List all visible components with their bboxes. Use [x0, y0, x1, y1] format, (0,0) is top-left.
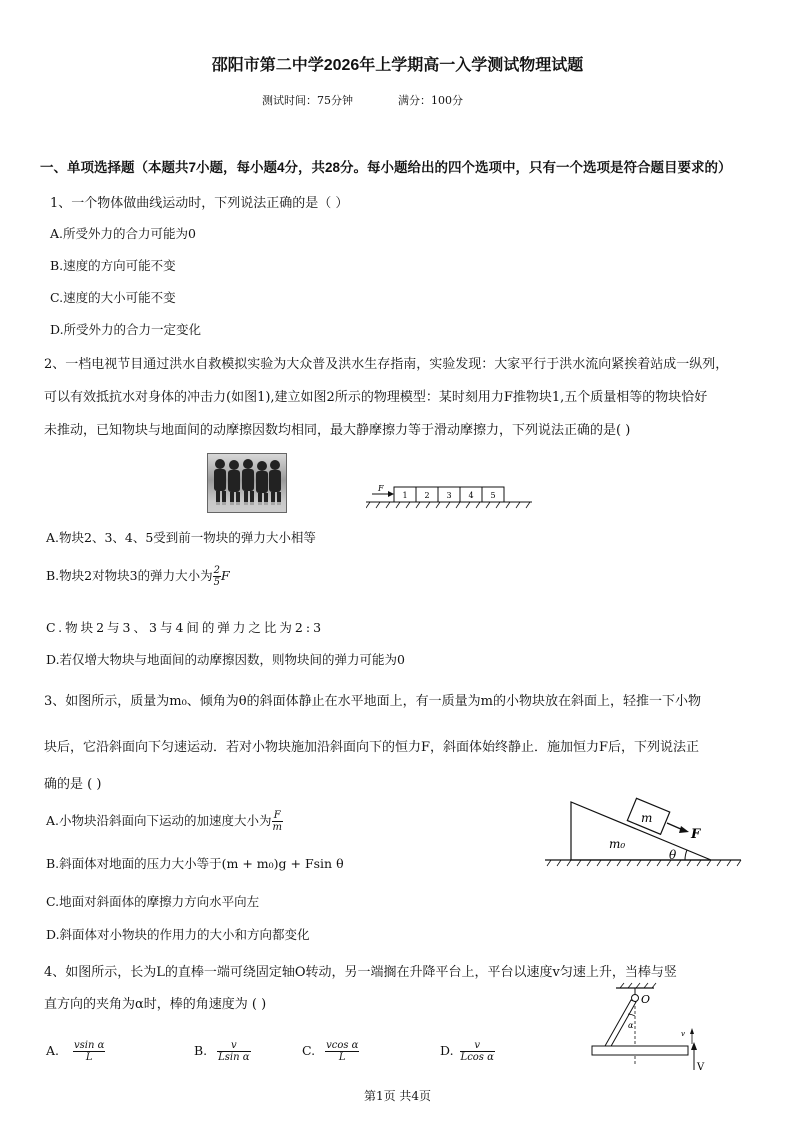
page-footer: 第1页 共4页: [363, 1089, 432, 1103]
wedge-mass-label: m₀: [609, 837, 626, 851]
q4-option-a-fraction: $\frac{\text{vsin α}}{L}$: [74, 1040, 105, 1063]
q3-stem-line2: 块后，它沿斜面向下匀速运动．若对小物块施加沿斜面向下的恒力F，斜面体始终静止．施加恒力F后，下列说法正: [44, 740, 700, 755]
q1-option-d: D.所受外力的合力一定变化: [50, 322, 202, 337]
pivot-label: O: [641, 993, 651, 1006]
q4-stem-line2: 直方向的夹角为α时，棒的角速度为 ( ): [44, 997, 267, 1012]
q2-stem-line3: 未推动，已知物块与地面间的动摩擦因数均相同，最大静摩擦力等于滑动摩擦力，下列说法正确的是( ): [44, 423, 631, 438]
q4-option-b-fraction: $\frac{v}{\text{Lsin α}}$: [218, 1040, 250, 1063]
q4-option-d-fraction: $\frac{v}{\text{Lcos α}}$: [460, 1040, 494, 1063]
force-label: F: [378, 484, 384, 493]
q2-option-b: [46, 565, 230, 588]
q3-option-c: C.地面对斜面体的摩擦力方向水平向左: [46, 894, 260, 909]
block-label-2: 2: [424, 491, 430, 500]
q4-stem-line1: 4、如图所示，长为L的直棒一端可绕固定轴O转动，另一端搁在升降平台上，平台以速度v匀速上升，当棒与竖: [44, 965, 677, 980]
exam-score: 满分：100分: [398, 94, 463, 107]
q3-stem-line1: 3、如图所示，质量为m₀、倾角为θ的斜面体静止在水平地面上，有一质量为m的小物块放在斜面上，轻推一下小物: [44, 694, 701, 709]
block-label-5: 5: [490, 491, 496, 500]
block-label-3: 3: [446, 491, 452, 500]
q4-option-c: C. $\frac{\text{vcos α}}{L}$: [302, 1040, 359, 1063]
q1-option-b: B.速度的方向可能不变: [50, 258, 176, 273]
page-title: 邵阳市第二中学2026年上学期高一入学测试物理试题: [211, 57, 584, 74]
q4-option-a: A. $\frac{\text{vsin α}}{L}$: [46, 1040, 105, 1063]
angle-label-alpha: α: [628, 1021, 634, 1030]
q2-option-b-fraction: $\frac{2}{5}$: [213, 565, 220, 588]
q3-option-a-text: A.小物块沿斜面向下运动的加速度大小为: [46, 813, 272, 828]
velocity-label-small: v: [681, 1030, 685, 1038]
q2-option-a: A.物块2、3、4、5受到前一物块的弹力大小相等: [46, 530, 316, 545]
q2-option-d: D.若仅增大物块与地面间的动摩擦因数，则物块间的弹力可能为0: [46, 652, 406, 667]
block-label-1: 1: [402, 491, 408, 500]
q3-option-b: B.斜面体对地面的压力大小等于(m + m₀)g + Fsin θ: [46, 856, 344, 871]
force-label-f: F: [691, 827, 701, 842]
blocks-diagram: [366, 482, 536, 512]
section-heading: 一、单项选择题（本题共7小题，每小题4分，共28分。每小题给出的四个选项中，只有一个选项是符合题目要求的）: [40, 160, 732, 175]
block-label-4: 4: [468, 491, 474, 500]
flood-photo: [207, 453, 287, 513]
block-mass-label: m: [641, 811, 653, 825]
rod-diagram: [578, 982, 713, 1074]
q2-stem-line1: 2、一档电视节目通过洪水自救模拟实验为大众普及洪水生存指南，实验发现：大家平行于洪水流向紧挨着站成一纵列，: [44, 357, 729, 372]
angle-label-theta: θ: [669, 848, 677, 862]
q2-option-b-text: B.物块2对物块3的弹力大小为: [46, 568, 213, 583]
q3-option-a: [46, 810, 283, 833]
q4-option-c-fraction: $\frac{\text{vcos α}}{L}$: [326, 1040, 359, 1063]
q4-option-b: B. $\frac{v}{\text{Lsin α}}$: [194, 1040, 250, 1063]
q2-option-c: C.物块2与3、3与4间的弹力之比为2:3: [46, 620, 325, 635]
exam-time: 测试时间：75分钟: [262, 94, 353, 107]
q1-option-c: C.速度的大小可能不变: [50, 290, 176, 305]
platform: [592, 1046, 688, 1055]
q2-stem-line2: 可以有效抵抗水对身体的冲击力(如图1),建立如图2所示的物理模型：某时刻用力F推物块1,五个质量相等的物块恰好: [44, 390, 708, 405]
q3-option-a-fraction: $\frac{F}{m}$: [272, 810, 282, 833]
q3-option-d: D.斜面体对小物块的作用力的大小和方向都变化: [46, 927, 310, 942]
q4-option-d: D. $\frac{v}{\text{Lcos α}}$: [440, 1040, 494, 1063]
incline-diagram: [545, 796, 745, 872]
velocity-label-big: V: [697, 1062, 705, 1073]
q3-stem-line3: 确的是 ( ): [44, 777, 102, 792]
q1-option-a: A.所受外力的合力可能为0: [50, 226, 196, 241]
exam-meta: [262, 92, 463, 108]
q2-option-b-var: F: [220, 568, 230, 583]
q1-stem: 1、一个物体做曲线运动时，下列说法正确的是（ ）: [50, 196, 349, 211]
